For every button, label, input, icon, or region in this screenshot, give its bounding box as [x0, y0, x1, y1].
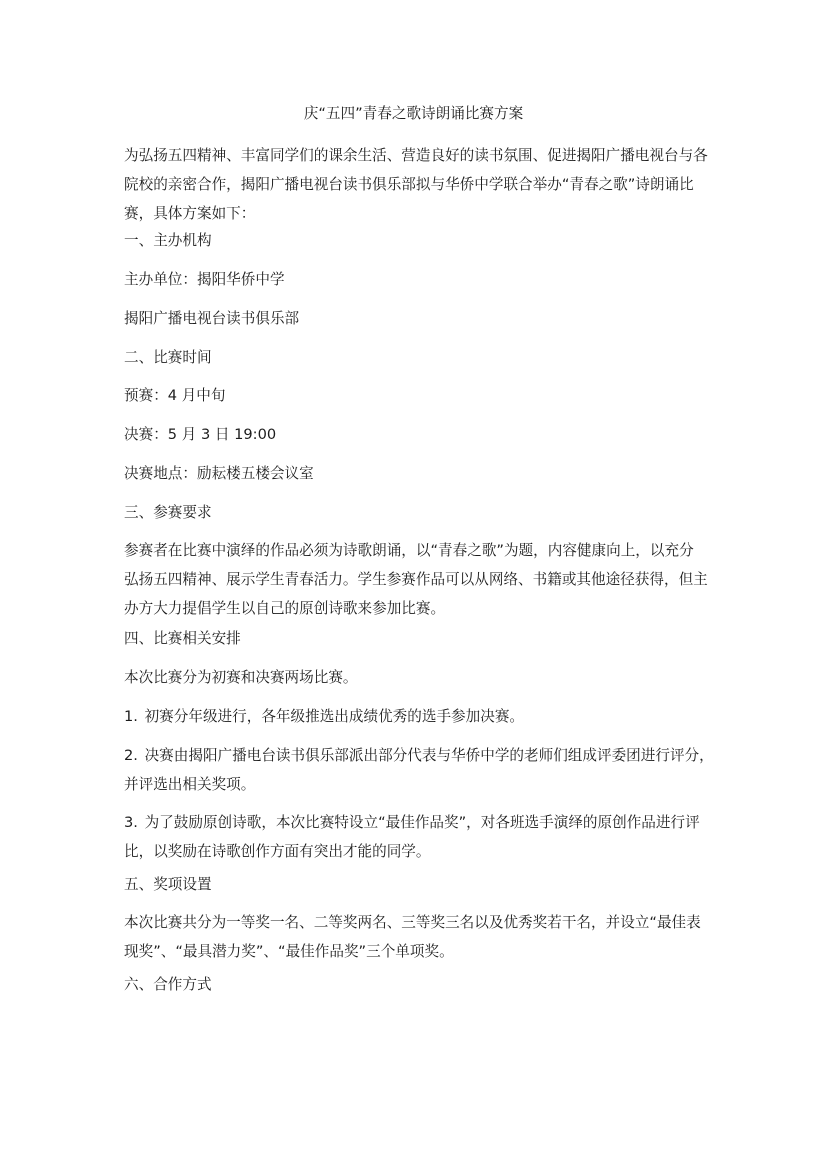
- requirements-line: 参赛者在比赛中演绎的作品必须为诗歌朗诵，以“青春之歌”为题，内容健康向上，以充分: [124, 542, 694, 559]
- arrangement-item-line: 2. 决赛由揭阳广播电台读书俱乐部派出部分代表与华侨中学的老师们组成评委团进行评分，: [124, 747, 714, 764]
- requirements-paragraph: [124, 536, 714, 623]
- intro-line: 为弘扬五四精神、丰富同学们的课余生活、营造良好的读书氛围、促进揭阳广播电视台与各: [124, 147, 708, 164]
- arrangement-item-1: [124, 702, 714, 731]
- intro-line: 院校的亲密合作，揭阳广播电视台读书俱乐部拟与华侨中学联合举办“青春之歌”诗朗诵比: [124, 176, 694, 193]
- host-organizer: 主办单位：揭阳华侨中学: [124, 271, 285, 288]
- item-number: 3.: [124, 814, 138, 831]
- section-4-heading: 四、比赛相关安排: [124, 630, 241, 647]
- prelim-time: 预赛：4 月中旬: [124, 387, 226, 404]
- section-5-heading: 五、奖项设置: [124, 876, 212, 893]
- intro-line: 赛，具体方案如下：: [124, 205, 256, 222]
- section-1-heading: 一、主办机构: [124, 232, 212, 249]
- awards-line: 本次比赛共分为一等奖一名、二等奖两名、三等奖三名以及优秀奖若干名，并设立“最佳表: [124, 914, 701, 931]
- arrangement-item-line: 1. 初赛分年级进行，各年级推选出成绩优秀的选手参加决赛。: [124, 708, 525, 725]
- arrangement-item-line: 3. 为了鼓励原创诗歌，本次比赛特设立“最佳作品奖”，对各班选手演绎的原创作品进行评: [124, 814, 700, 831]
- item-number: 1.: [124, 708, 138, 725]
- requirements-line: 弘扬五四精神、展示学生青春活力。学生参赛作品可以从网络、书籍或其他途径获得，但主: [124, 571, 708, 588]
- document-title: 庆“五四”青春之歌诗朗诵比赛方案: [303, 105, 524, 122]
- arrangement-item-2: [124, 741, 714, 799]
- arrangement-item-line: 比，以奖励在诗歌创作方面有突出才能的同学。: [124, 843, 431, 860]
- awards-line: 现奖”、“最具潜力奖”、“最佳作品奖”三个单项奖。: [124, 943, 454, 960]
- requirements-line: 办方大力提倡学生以自己的原创诗歌来参加比赛。: [124, 600, 446, 617]
- arrangement-item-3: [124, 808, 714, 866]
- co-host-organizer: 揭阳广播电视台读书俱乐部: [124, 310, 300, 327]
- arrangement-item-line: 并评选出相关奖项。: [124, 776, 256, 793]
- section-3-heading: 三、参赛要求: [124, 504, 212, 521]
- item-number: 2.: [124, 747, 138, 764]
- final-time: 决赛：5 月 3 日 19:00: [124, 426, 277, 443]
- section-2-heading: 二、比赛时间: [124, 349, 212, 366]
- section-6-heading: 六、合作方式: [124, 976, 212, 993]
- intro-paragraph: [124, 141, 714, 228]
- arrangement-intro: 本次比赛分为初赛和决赛两场比赛。: [124, 669, 358, 686]
- awards-paragraph: [124, 908, 714, 966]
- final-venue: 决赛地点：励耘楼五楼会议室: [124, 465, 314, 482]
